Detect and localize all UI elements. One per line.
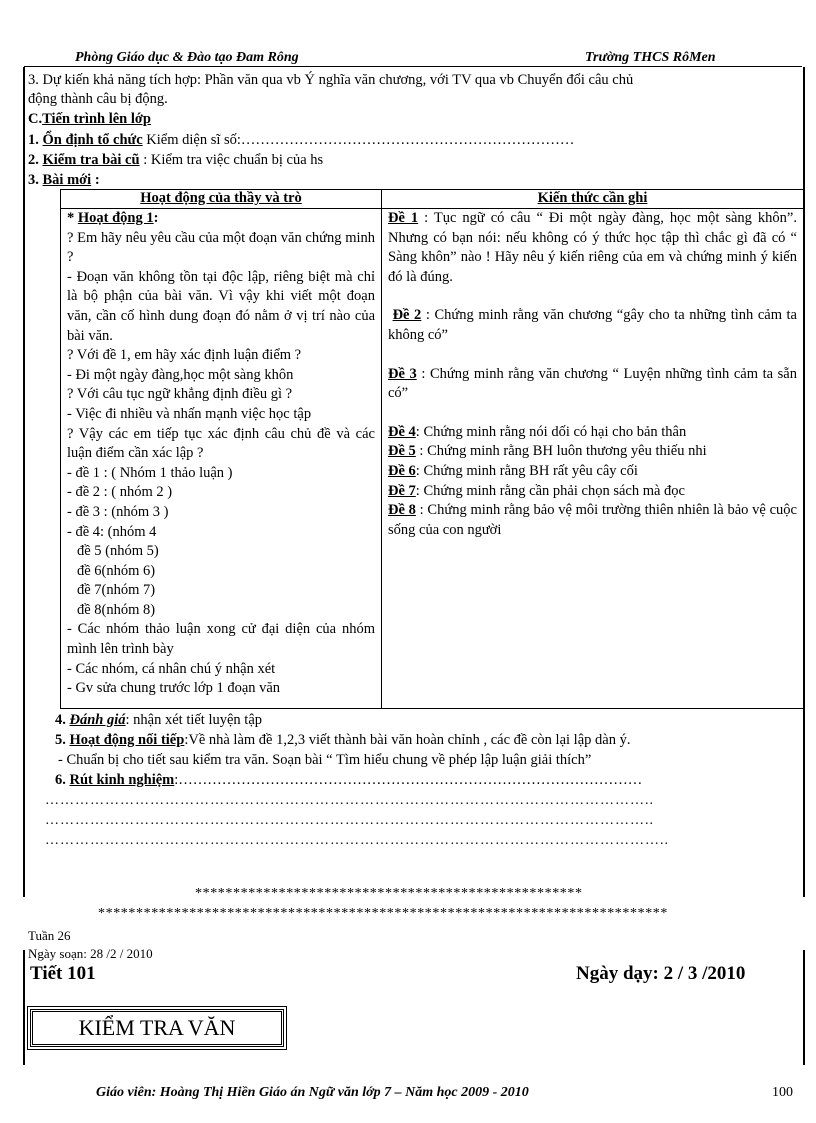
footer-text: Giáo viên: Hoàng Thị Hiền Giáo án Ngữ văn lớp 7 – Năm học 2009 - 2010 [96, 1085, 529, 1100]
topic-8: Đề 8 : Chứng minh rằng bảo vệ môi trường thiên nhiên là bảo vệ cuộc sống của con người [388, 502, 797, 538]
header-school-name: Trường THCS RôMen [585, 50, 716, 65]
step-2-line: 2. Kiểm tra bài cũ : Kiểm tra việc chuẩn bị của hs [28, 152, 324, 168]
answer-6: - Gv sửa chung trước lớp 1 đoạn văn [67, 680, 281, 697]
group-8: đề 8(nhóm 8) [77, 601, 156, 618]
page-number: 100 [772, 1085, 793, 1100]
notes-dots-3: …………………………………………………………………………………………………………….. [45, 833, 669, 848]
group-6: đề 6(nhóm 6) [77, 562, 156, 579]
group-7: đề 7(nhóm 7) [77, 582, 156, 599]
knowledge-cell [382, 209, 804, 709]
answer-3: - Việc đi nhiều và nhấn mạnh việc học tập [67, 405, 312, 422]
step-3-line: 3. Bài mới : [28, 172, 100, 188]
step-6-line: 6. Rút kinh nghiệm:…………………………………………………………………………………… [55, 772, 643, 788]
topic-1: Đề 1 : Tục ngữ có câu “ Đi một ngày đàng, học một sàng khôn”. Nhưng có bạn nói: nếu không có ý thức học tập thì chắc gì đã có “ Sàng khôn” nào ! Hãy nêu ý kiến riêng của em và chứng minh ý kiến đó là đúng. [388, 210, 797, 285]
group-4: - đề 4: (nhóm 4 [67, 523, 157, 540]
group-5: đề 5 (nhóm 5) [77, 543, 159, 560]
teaching-date: Ngày dạy: 2 / 3 /2010 [576, 963, 746, 984]
lesson-title-box: KIỂM TRA VĂN [30, 1009, 284, 1047]
answer-2: - Đi một ngày đàng,học một sàng khôn [67, 366, 294, 383]
right-column-header: Kiến thức cần ghi [382, 190, 804, 209]
teacher-student-activity-cell [61, 209, 382, 709]
question-2: ? Với đề 1, em hãy xác định luận điểm ? [67, 347, 302, 364]
spacer [388, 287, 797, 306]
topic-2: Đề 2 : Chứng minh rằng văn chương “gây cho ta những tình cảm ta không có” [388, 307, 797, 343]
notes-dots-1: ………………………………………………………………………………………………………….. [45, 793, 654, 808]
topic-4: Đề 4: Chứng minh rằng nói dối có hại cho bản thân [388, 423, 687, 440]
question-4: ? Vậy các em tiếp tục xác định câu chủ đề và các luận điểm cần xác lập ? [67, 425, 375, 462]
spacer [388, 404, 797, 423]
star-separator-2: *************************************************************************** [98, 906, 668, 921]
integration-line-2: động thành câu bị động. [28, 91, 168, 107]
answer-5: - Các nhóm, cá nhân chú ý nhận xét [67, 660, 276, 677]
week-label: Tuần 26 [28, 928, 71, 943]
header-school-office: Phòng Giáo dục & Đào tạo Đam Rông [75, 50, 299, 65]
step-5-line-2: - Chuẩn bị cho tiết sau kiểm tra văn. Soạn bài “ Tìm hiểu chung về phép lập luận giải thích” [58, 752, 592, 768]
answer-1: - Đoạn văn không tồn tại độc lập, riêng biệt mà chỉ là bộ phận của bài văn. Vì vậy khi viết một đoạn văn, cần cố hình dung đoạn đó nằm ở vị trí nào của bài văn. [67, 268, 375, 344]
section-c-heading: C.Tiến trình lên lớp [28, 111, 151, 127]
topic-5: Đề 5 : Chứng minh rằng BH luôn thương yêu thiếu nhi [388, 443, 707, 460]
group-1: - đề 1 : ( Nhóm 1 thảo luận ) [67, 464, 233, 481]
prep-date: Ngày soạn: 28 /2 / 2010 [28, 946, 153, 961]
integration-line-1: 3. Dự kiến khả năng tích hợp: Phần văn qua vb Ý nghĩa văn chương, với TV qua vb Chuyển đổi câu chủ [28, 72, 634, 88]
group-3: - đề 3 : (nhóm 3 ) [67, 503, 169, 520]
question-3: ? Với câu tục ngữ khẳng định điều gì ? [67, 386, 293, 403]
star-separator-1: *************************************************** [195, 886, 583, 901]
topic-6: Đề 6: Chứng minh rằng BH rất yêu cây cối [388, 462, 638, 479]
step-4-line: 4. Đánh giá: nhận xét tiết luyện tập [55, 712, 263, 728]
activity-heading: * Hoạt động 1: [67, 210, 159, 226]
topic-7: Đề 7: Chứng minh rằng cần phải chọn sách mà đọc [388, 482, 685, 499]
period-label: Tiết 101 [30, 963, 96, 984]
notes-dots-2: ………………………………………………………………………………………………………….. [45, 813, 654, 828]
question-1: ? Em hãy nêu yêu cầu của một đoạn văn chứng minh ? [67, 229, 375, 266]
answer-4: - Các nhóm thảo luận xong cử đại diện của nhóm mình lên trình bày [67, 621, 375, 658]
left-column-header: Hoạt động của thầy và trò [61, 190, 382, 209]
topic-3: Đề 3 : Chứng minh rằng văn chương “ Luyện những tình cảm ta sẵn có” [388, 365, 797, 402]
group-2: - đề 2 : ( nhóm 2 ) [67, 484, 173, 501]
activity-table [60, 189, 804, 709]
spacer [388, 346, 797, 365]
step-5-line: 5. Hoạt động nối tiếp:Về nhà làm đề 1,2,3 viết thành bài văn hoàn chỉnh , các đề còn lại lập dàn ý. [55, 732, 631, 748]
step-1-line: 1. Ổn định tổ chức Kiểm diện sĩ số:…………………………………………………………… [28, 132, 575, 148]
